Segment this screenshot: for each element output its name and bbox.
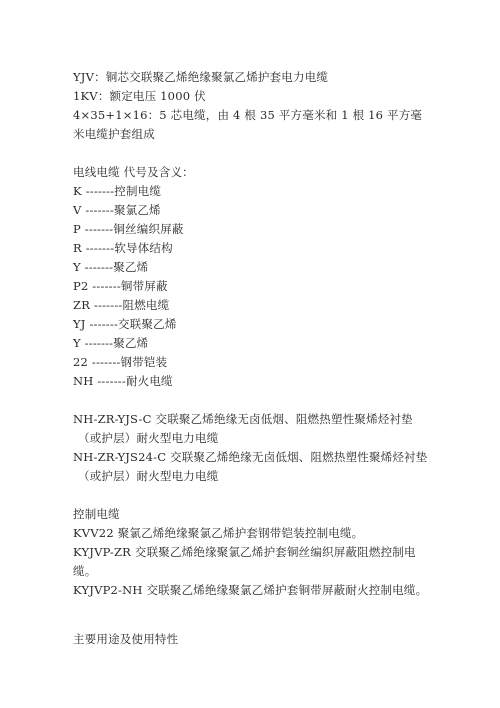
spec-cores-line2: 米电缆护套组成 (73, 127, 155, 141)
code-item: Y -------聚乙烯 (73, 260, 149, 274)
footer-heading: 主要用途及使用特性 (73, 632, 179, 646)
control-line: 缆。 (73, 564, 97, 578)
model-line: NH-ZR-YJS24-C 交联聚乙烯绝缘无卤低烟、阻燃热塑性聚烯烃衬垫 (73, 450, 428, 464)
model-line: （或护层）耐火型电力电缆 (78, 431, 219, 445)
spec-yjv: YJV：铜芯交联聚乙烯绝缘聚氯乙烯护套电力电缆 (73, 70, 329, 84)
spec-cores-line1: 4×35+1×16：5 芯电缆，由 4 根 35 平方毫米和 1 根 16 平方毫 (73, 108, 423, 122)
codes-heading: 电线电缆 代号及含义： (73, 165, 194, 179)
spec-voltage: 1KV：额定电压 1000 伏 (73, 89, 206, 103)
code-item: 22 -------钢带铠装 (73, 355, 168, 369)
code-item: P2 -------铜带屏蔽 (73, 279, 168, 293)
code-item: Y -------聚乙烯 (73, 336, 149, 350)
code-item: ZR -------阻燃电缆 (73, 298, 170, 312)
model-line: NH-ZR-YJS-C 交联聚乙烯绝缘无卤低烟、阻燃热塑性聚烯烃衬垫 (73, 412, 413, 426)
code-item: V -------聚氯乙烯 (73, 203, 161, 217)
code-item: NH -------耐火电缆 (73, 374, 173, 388)
code-item: YJ -------交联聚乙烯 (73, 317, 177, 331)
code-item: R -------软导体结构 (73, 241, 173, 255)
control-line: KYJVP-ZR 交联聚乙烯绝缘聚氯乙烯护套铜丝编织屏蔽阻燃控制电 (73, 545, 416, 559)
code-item: P -------铜丝编织屏蔽 (73, 222, 184, 236)
code-item: K -------控制电缆 (73, 184, 162, 198)
control-heading: 控制电缆 (73, 507, 120, 521)
control-line: KVV22 聚氯乙烯绝缘聚氯乙烯护套钢带铠装控制电缆。 (73, 526, 364, 540)
model-line: （或护层）耐火型电力电缆 (78, 469, 219, 483)
control-line: KYJVP2-NH 交联聚乙烯绝缘聚氯乙烯护套铜带屏蔽耐火控制电缆。 (73, 583, 428, 597)
